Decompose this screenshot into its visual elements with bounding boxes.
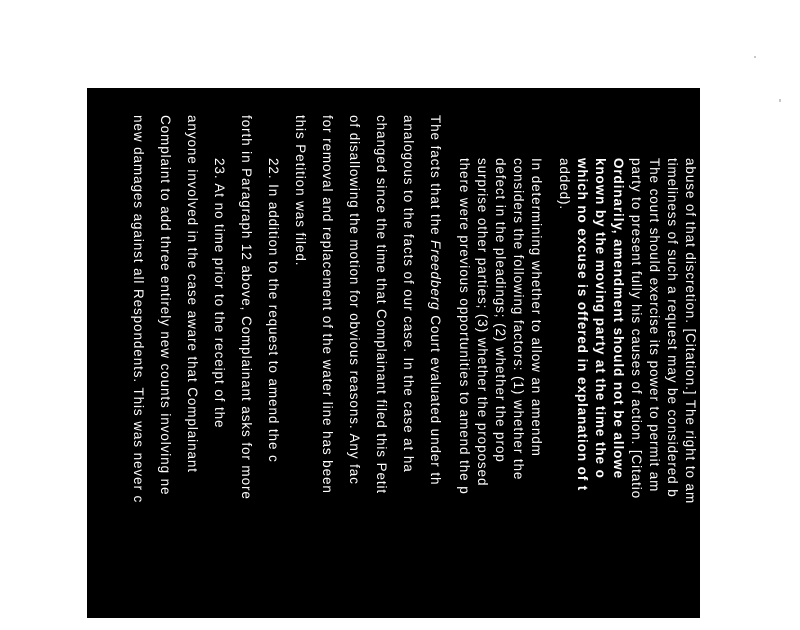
quote-line: "The decision whether to allow a party to am [720,158,735,463]
text-line: of disallowing the motion for obvious reasons. Any fac [347,115,362,485]
quote-line: surprise other parties; (3) whether the proposed [475,158,490,487]
quote-line-bold: Ordinarily, amendment should not be allowe [611,158,626,480]
text-line: forth in Paragraph 12 above, Complainant asks for more [239,115,254,500]
quote-line-bold: known by the moving party at the time the o [593,158,608,479]
numbered-paragraph-23: 23. At no time prior to the receipt of the [212,158,227,429]
quote-line: party to present fully his causes of action. [Citatio [629,158,644,500]
quote-line: considers the following factors: (1) whether the [511,158,526,481]
scan-speck [754,56,756,58]
text-line: changed since the time that Complainant filed this Petit [374,115,389,495]
scan-speck [779,99,781,102]
quote-line: timeliness of such a request may be considered b [665,158,680,498]
quote-line: abuse of that discretion. [Citation.] The right to am [683,158,698,505]
page-number: 7 [165,623,179,630]
scanned-page [87,88,788,630]
text-line: new damages against all Respondents. This was never c [131,115,146,504]
numbered-paragraph-22: 22. In addition to the request to amend the c [266,158,281,463]
quote-line: The court should exercise its power to permit am [647,158,662,493]
quote-line: defect in the pleadings; (2) whether the prop [493,158,508,463]
text-line: analogous to the facts of our case. In the case at ha [401,115,416,473]
text-line: anyone involved in the case aware that Complainant [185,115,200,473]
text-line: The Appellate Court in Freedberg v. Ohio National, 2012 [773,115,788,501]
quote-line: discretion of the trial court; such a decision will n [701,158,716,495]
text-line: the appropriate standard as follows: [750,115,765,362]
text-line: Complaint to add three entirely new counts involving ne [158,115,173,496]
quote-line: In determining whether to allow an amendm [529,158,544,457]
quote-line: there were previous opportunities to amend the p [457,158,472,495]
text-line: for removal and replacement of the water line has been [320,115,335,494]
text-line: The facts that the Freedberg Court evaluated under th [428,115,443,486]
quote-line: added). [557,158,572,211]
quote-line-bold: which no excuse is offered in explanation of t [575,158,590,492]
text-line: this Petition was filed. [293,115,308,267]
